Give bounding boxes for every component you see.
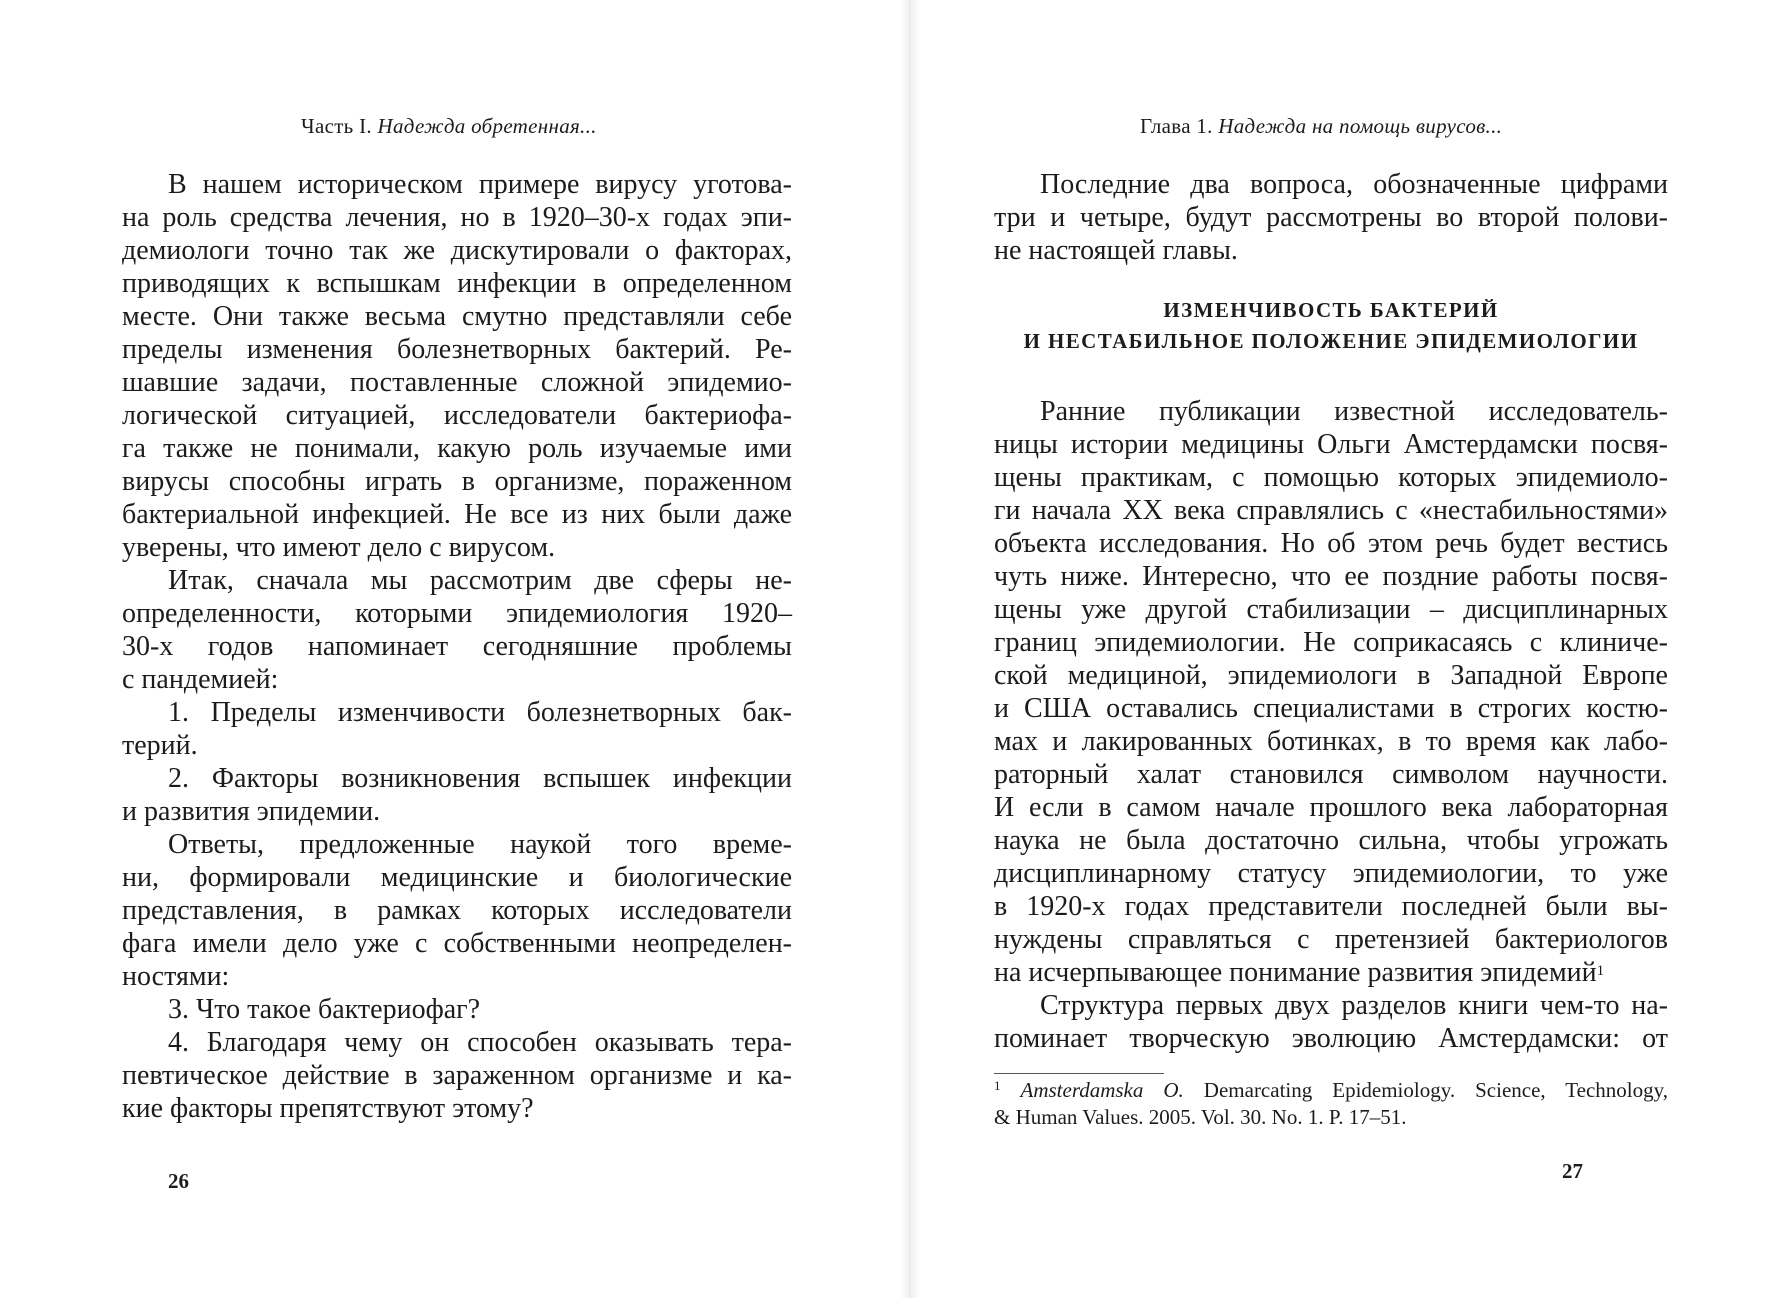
text-line: на роль средства лечения, но в 1920–30-х годах эпи- bbox=[122, 202, 792, 233]
text-line: с пандемией: bbox=[122, 664, 279, 695]
text-line: три и четыре, будут рассмотрены во второй полови- bbox=[994, 202, 1668, 233]
text-line: представления, в рамках которых исследователи bbox=[122, 895, 792, 926]
text-line: и развития эпидемии. bbox=[122, 796, 381, 827]
text-line: не настоящей главы. bbox=[994, 235, 1238, 266]
footnote-number: 1 bbox=[994, 1078, 1001, 1093]
page-number: 27 bbox=[1562, 1159, 1583, 1183]
text-line: чуть ниже. Интересно, что ее поздние работы посвя- bbox=[994, 561, 1668, 592]
text-line: и США оставались специалистами в строгих костю- bbox=[994, 693, 1668, 724]
text-line: ги начала XX века справлялись с «нестабильностями» bbox=[994, 495, 1668, 526]
text-line: демиологи точно так же дискутировали о факторах, bbox=[122, 235, 792, 266]
text-line: ни, формировали медицинские и биологические bbox=[122, 862, 792, 893]
text-line: определенности, которыми эпидемиология 1920– bbox=[122, 598, 792, 629]
section-heading: ИЗМЕНЧИВОСТЬ БАКТЕРИЙ bbox=[1163, 298, 1499, 322]
section-heading: И НЕСТАБИЛЬНОЕ ПОЛОЖЕНИЕ ЭПИДЕМИОЛОГИИ bbox=[1023, 329, 1639, 353]
left-running-head bbox=[301, 114, 597, 139]
text-line: фага имели дело уже с собственными неопределен- bbox=[122, 928, 792, 959]
footnote bbox=[994, 1077, 1668, 1103]
text-line: приводящих к вспышкам инфекции в определенном bbox=[122, 268, 792, 299]
text-line: логической ситуацией, исследователи бактериофа- bbox=[122, 400, 792, 431]
running-head-title: Надежда обретенная... bbox=[377, 114, 597, 138]
list-item: 3. Что такое бактериофаг? bbox=[168, 994, 481, 1025]
text-line: Структура первых двух разделов книги чем-то на- bbox=[1040, 990, 1668, 1021]
text-line: шавшие задачи, поставленные сложной эпидемио- bbox=[122, 367, 792, 398]
text-line: нуждены справляться с претензией бактериологов bbox=[994, 924, 1668, 955]
text-line: поминает творческую эволюцию Амстердамски: от bbox=[994, 1023, 1668, 1054]
book-gutter bbox=[900, 0, 920, 1298]
list-item: 1. Пределы изменчивости болезнетворных бак- bbox=[168, 697, 792, 728]
list-item: 2. Факторы возникновения вспышек инфекции bbox=[168, 763, 792, 794]
right-running-head bbox=[1140, 114, 1502, 139]
text-line: Итак, сначала мы рассмотрим две сферы не- bbox=[168, 565, 792, 596]
running-head-label: Глава 1. bbox=[1140, 114, 1213, 138]
text-line: вирусы способны играть в организме, пораженном bbox=[122, 466, 792, 497]
text-line: И если в самом начале прошлого века лабораторная bbox=[994, 792, 1668, 823]
footnote-continuation: & Human Values. 2005. Vol. 30. No. 1. P. 17–51. bbox=[994, 1105, 1407, 1129]
footnote-rule bbox=[994, 1073, 1164, 1074]
text-line: уверены, что имеют дело с вирусом. bbox=[122, 532, 556, 563]
page-number: 26 bbox=[168, 1169, 189, 1193]
text-line: щены уже другой стабилизации – дисциплинарных bbox=[994, 594, 1668, 625]
text-line: Ответы, предложенные наукой того време- bbox=[168, 829, 792, 860]
text-line: объекта исследования. Но об этом речь будет вестись bbox=[994, 528, 1668, 559]
text-line: певтическое действие в зараженном организме и ка- bbox=[122, 1060, 792, 1091]
text-line: дисциплинарному статусу эпидемиологии, то уже bbox=[994, 858, 1668, 889]
text-line: В нашем историческом примере вирусу уготова- bbox=[168, 169, 792, 200]
text-line: в 1920-х годах представители последней были вы- bbox=[994, 891, 1668, 922]
footnote-text: Demarcating Epidemiology. Science, Technology, bbox=[1203, 1078, 1668, 1102]
list-item: 4. Благодаря чему он способен оказывать тера- bbox=[168, 1027, 792, 1058]
text-line: га также не понимали, какую роль изучаемые ими bbox=[122, 433, 792, 464]
text-line: ницы истории медицины Ольги Амстердамски посвя- bbox=[994, 429, 1668, 460]
text-line: Ранние публикации известной исследователь- bbox=[1040, 396, 1668, 427]
text-line: кие факторы препятствуют этому? bbox=[122, 1093, 534, 1124]
running-head-label: Часть I. bbox=[301, 114, 372, 138]
running-head-title: Надежда на помощь вирусов... bbox=[1218, 114, 1503, 138]
text-line: бактериальной инфекцией. Не все из них были даже bbox=[122, 499, 792, 530]
footnote-marker[interactable]: 1 bbox=[1596, 963, 1605, 979]
text-line: терий. bbox=[122, 730, 198, 761]
right-page bbox=[920, 0, 1792, 1298]
text-line: раторный халат становился символом научности. bbox=[994, 759, 1668, 790]
text-line: месте. Они также весьма смутно представляли себе bbox=[122, 301, 792, 332]
text-line: Последние два вопроса, обозначенные цифрами bbox=[1040, 169, 1668, 200]
text-line: пределы изменения болезнетворных бактерий. Ре- bbox=[122, 334, 792, 365]
text-line: щены практикам, с помощью которых эпидемиоло- bbox=[994, 462, 1668, 493]
footnote-author: Amsterdamska O. bbox=[1020, 1078, 1184, 1102]
text-line: наука не была достаточно сильна, чтобы угрожать bbox=[994, 825, 1668, 856]
text-line: 30-х годов напоминает сегодняшние проблемы bbox=[122, 631, 792, 662]
text-line: ностями: bbox=[122, 961, 230, 992]
text-line: ской медициной, эпидемиологи в Западной Европе bbox=[994, 660, 1668, 691]
text-line: границ эпидемиологии. Не соприкасаясь с клиниче- bbox=[994, 627, 1668, 658]
text-line-content: на исчерпывающее понимание развития эпидемий bbox=[994, 957, 1597, 988]
text-line bbox=[994, 956, 1668, 990]
text-line: мах и лакированных ботинках, в то время как лабо- bbox=[994, 726, 1668, 757]
